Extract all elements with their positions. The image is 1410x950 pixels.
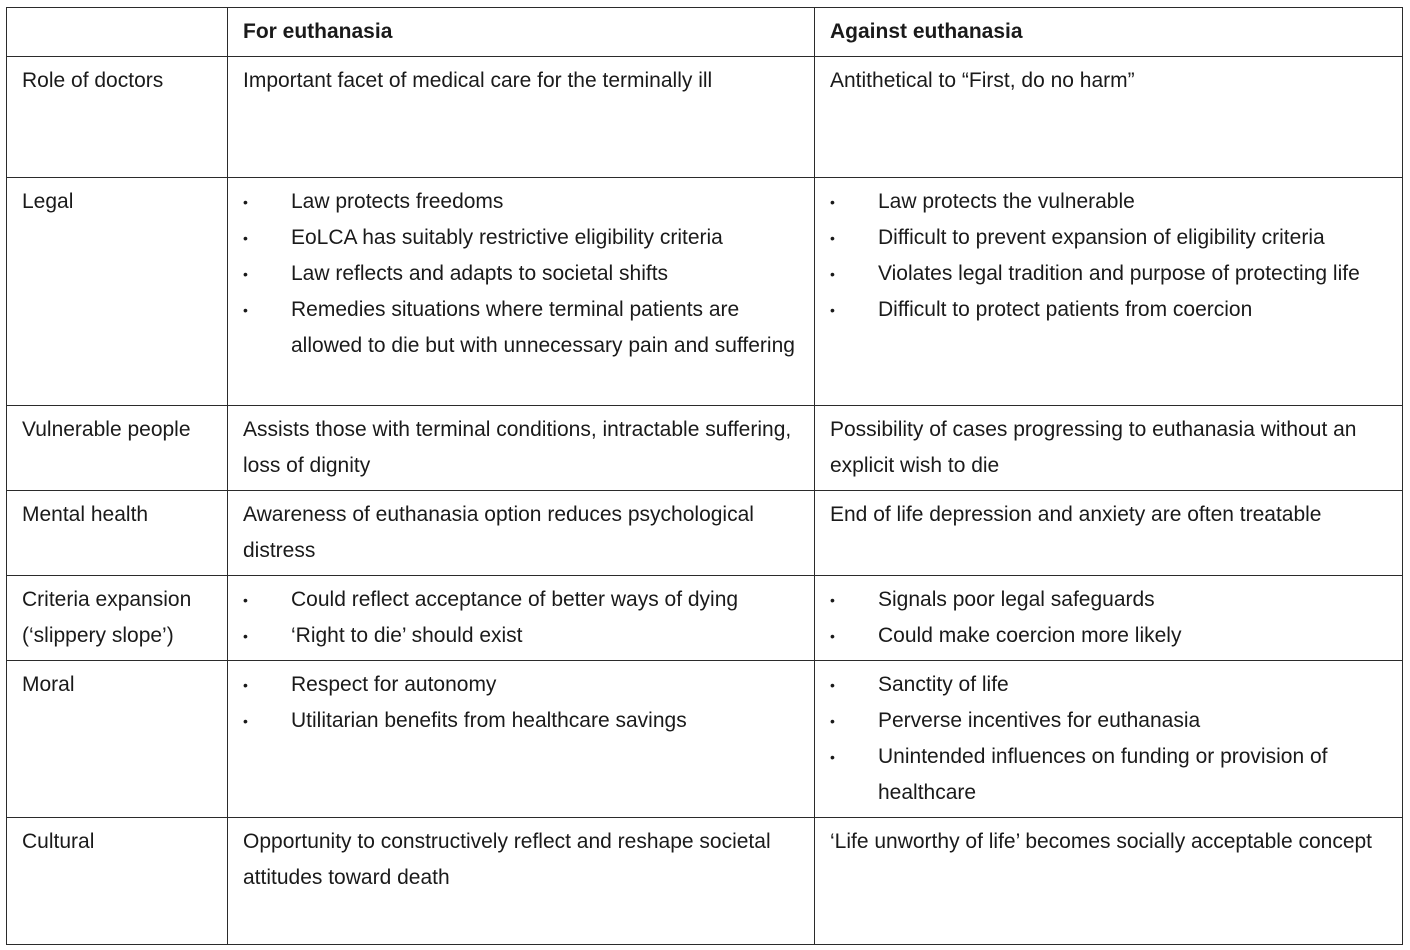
against-cell bbox=[815, 178, 1403, 406]
for-bullet-list bbox=[243, 184, 800, 364]
bullet-icon: • bbox=[243, 230, 248, 246]
list-item-text: Difficult to protect patients from coercion bbox=[878, 298, 1253, 321]
table-row-criteria-expansion bbox=[7, 576, 1403, 661]
list-item-text: Violates legal tradition and purpose of protecting life bbox=[878, 262, 1360, 285]
row-topic: Vulnerable people bbox=[7, 406, 228, 491]
list-item-text: Law protects freedoms bbox=[291, 190, 504, 213]
list-item-text: Respect for autonomy bbox=[291, 673, 497, 696]
comparison-table bbox=[6, 7, 1403, 945]
list-item-text: Signals poor legal safeguards bbox=[878, 588, 1155, 611]
for-cell bbox=[228, 661, 815, 818]
row-topic: Criteria expansion (‘slippery slope’) bbox=[7, 576, 228, 661]
row-topic: Cultural bbox=[7, 818, 228, 945]
list-item bbox=[243, 703, 800, 739]
for-bullet-list bbox=[243, 667, 800, 739]
list-item bbox=[830, 256, 1388, 292]
bullet-icon: • bbox=[243, 592, 248, 608]
row-topic: Legal bbox=[7, 178, 228, 406]
list-item bbox=[830, 220, 1388, 256]
against-cell bbox=[815, 661, 1403, 818]
against-cell bbox=[815, 576, 1403, 661]
list-item-text: ‘Right to die’ should exist bbox=[291, 624, 523, 647]
table-row-legal bbox=[7, 178, 1403, 406]
for-cell bbox=[228, 576, 815, 661]
bullet-icon: • bbox=[243, 302, 248, 318]
against-cell: ‘Life unworthy of life’ becomes socially acceptable concept bbox=[815, 818, 1403, 945]
bullet-icon: • bbox=[830, 230, 835, 246]
against-bullet-list bbox=[830, 184, 1388, 328]
list-item bbox=[830, 184, 1388, 220]
bullet-icon: • bbox=[830, 628, 835, 644]
table-row-moral bbox=[7, 661, 1403, 818]
row-topic: Moral bbox=[7, 661, 228, 818]
bullet-icon: • bbox=[243, 266, 248, 282]
list-item-text: Remedies situations where terminal patients are allowed to die but with unnecessary pain and suffering bbox=[291, 298, 795, 357]
header-topic bbox=[7, 8, 228, 57]
bullet-icon: • bbox=[830, 677, 835, 693]
list-item bbox=[830, 703, 1388, 739]
list-item-text: EoLCA has suitably restrictive eligibility criteria bbox=[291, 226, 723, 249]
bullet-icon: • bbox=[830, 302, 835, 318]
for-cell: Assists those with terminal conditions, intractable suffering, loss of dignity bbox=[228, 406, 815, 491]
list-item-text: Utilitarian benefits from healthcare savings bbox=[291, 709, 687, 732]
table-row-mental-health bbox=[7, 491, 1403, 576]
list-item-text: Could reflect acceptance of better ways of dying bbox=[291, 588, 739, 611]
list-item bbox=[243, 667, 800, 703]
list-item bbox=[830, 667, 1388, 703]
bullet-icon: • bbox=[830, 749, 835, 765]
list-item-text: Unintended influences on funding or provision of healthcare bbox=[878, 745, 1328, 804]
list-item-text: Law protects the vulnerable bbox=[878, 190, 1135, 213]
against-bullet-list bbox=[830, 582, 1388, 654]
for-cell: Opportunity to constructively reflect and reshape societal attitudes toward death bbox=[228, 818, 815, 945]
bullet-icon: • bbox=[830, 194, 835, 210]
list-item-text: Sanctity of life bbox=[878, 673, 1009, 696]
bullet-icon: • bbox=[243, 713, 248, 729]
for-cell: Important facet of medical care for the terminally ill bbox=[228, 57, 815, 178]
row-topic: Role of doctors bbox=[7, 57, 228, 178]
table-row-role-of-doctors bbox=[7, 57, 1403, 178]
bullet-icon: • bbox=[830, 713, 835, 729]
header-against: Against euthanasia bbox=[815, 8, 1403, 57]
list-item bbox=[830, 582, 1388, 618]
list-item-text: Law reflects and adapts to societal shifts bbox=[291, 262, 669, 285]
bullet-icon: • bbox=[830, 266, 835, 282]
list-item bbox=[243, 292, 800, 364]
list-item bbox=[830, 618, 1388, 654]
list-item bbox=[243, 184, 800, 220]
against-cell: Antithetical to “First, do no harm” bbox=[815, 57, 1403, 178]
bullet-icon: • bbox=[243, 628, 248, 644]
list-item bbox=[243, 256, 800, 292]
for-cell bbox=[228, 178, 815, 406]
table-header-row bbox=[7, 8, 1403, 57]
table-row-vulnerable-people bbox=[7, 406, 1403, 491]
bullet-icon: • bbox=[830, 592, 835, 608]
list-item bbox=[830, 739, 1388, 811]
list-item-text: Perverse incentives for euthanasia bbox=[878, 709, 1201, 732]
bullet-icon: • bbox=[243, 677, 248, 693]
table-row-cultural bbox=[7, 818, 1403, 945]
for-bullet-list bbox=[243, 582, 800, 654]
against-cell: End of life depression and anxiety are often treatable bbox=[815, 491, 1403, 576]
list-item bbox=[243, 582, 800, 618]
against-bullet-list bbox=[830, 667, 1388, 811]
list-item bbox=[243, 220, 800, 256]
bullet-icon: • bbox=[243, 194, 248, 210]
against-cell: Possibility of cases progressing to euthanasia without an explicit wish to die bbox=[815, 406, 1403, 491]
list-item bbox=[830, 292, 1388, 328]
header-for: For euthanasia bbox=[228, 8, 815, 57]
list-item-text: Difficult to prevent expansion of eligibility criteria bbox=[878, 226, 1325, 249]
row-topic: Mental health bbox=[7, 491, 228, 576]
list-item bbox=[243, 618, 800, 654]
list-item-text: Could make coercion more likely bbox=[878, 624, 1182, 647]
for-cell: Awareness of euthanasia option reduces psychological distress bbox=[228, 491, 815, 576]
